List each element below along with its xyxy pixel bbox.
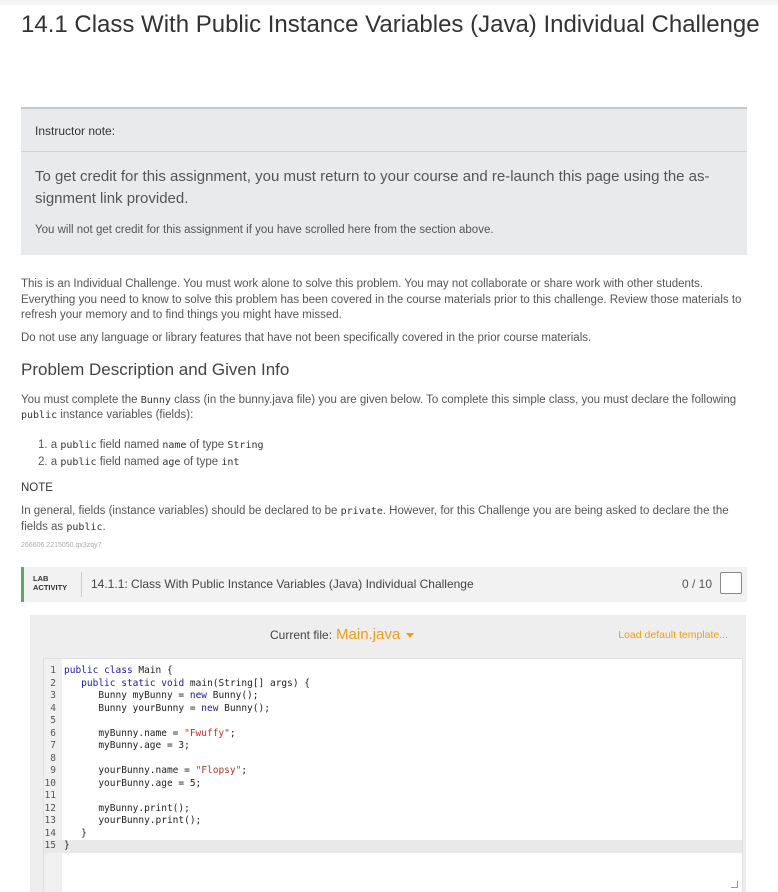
line-number: 15 [44, 840, 56, 851]
current-file-name[interactable]: Main.java [336, 626, 401, 643]
text: In general, fields (instance variables) should be declared to be [21, 505, 341, 517]
line-number: 9 [50, 765, 56, 776]
code-line[interactable] [44, 828, 742, 841]
text: 2. a [38, 456, 61, 468]
code-line[interactable] [44, 690, 742, 703]
code-line[interactable] [44, 665, 742, 678]
code-line[interactable] [44, 703, 742, 716]
list-item [38, 454, 264, 471]
code-text[interactable]: } [64, 827, 87, 839]
text: LAB [33, 574, 49, 583]
completion-box-icon [720, 572, 742, 594]
inline-code: name [162, 440, 187, 451]
code-line[interactable] [44, 765, 742, 778]
top-strip [0, 0, 778, 5]
line-number: 14 [44, 827, 56, 839]
resize-handle-icon[interactable] [731, 881, 738, 888]
code-line[interactable] [44, 678, 742, 691]
text: ACTIVITY [33, 583, 68, 592]
text: . However, for this Challenge you are being asked to declare the the fields as [21, 505, 729, 533]
code-text[interactable]: myBunny.print(); [64, 802, 190, 814]
intro-paragraph: This is an Individual Challenge. You must work alone to solve this problem. You may not collaborate or share work with other students. Everything you need to know to solve this problem has been covered in the course materials prior to this challenge. Review those materials to refresh your memory and to find things you might have missed. [21, 278, 742, 321]
code-text[interactable]: Bunny myBunny = new Bunny(); [64, 690, 259, 701]
inline-code: public [60, 457, 97, 468]
line-number: 6 [50, 727, 56, 739]
editor-panel [30, 615, 746, 892]
code-line[interactable] [44, 815, 742, 828]
inline-code: String [227, 440, 264, 451]
code-text[interactable]: public class Main { [64, 665, 173, 676]
code-line[interactable] [44, 790, 742, 803]
code-line[interactable] [44, 778, 742, 791]
text: class (in the bunny.java file) you are given below. To complete this simple class, you must declare the following [170, 394, 737, 406]
problem-heading: Problem Description and Given Info [21, 360, 290, 379]
code-line[interactable] [44, 753, 742, 766]
code-text[interactable]: Bunny yourBunny = new Bunny(); [64, 702, 270, 714]
line-number: 8 [50, 752, 56, 764]
line-number: 7 [50, 740, 56, 751]
code-line[interactable] [44, 715, 742, 728]
code-editor[interactable] [43, 658, 743, 892]
text: of type [186, 439, 228, 451]
code-text[interactable]: yourBunny.name = "Flopsy"; [64, 765, 248, 776]
text: field named [96, 439, 163, 451]
code-line[interactable] [44, 728, 742, 741]
code-text[interactable]: } [64, 840, 70, 851]
divider [21, 151, 747, 152]
inline-code: Bunny [140, 395, 171, 406]
inline-code: public [60, 440, 97, 451]
note-label: NOTE [21, 482, 53, 494]
inline-code: public [66, 521, 103, 533]
current-file-label: Current file: [270, 628, 333, 642]
text: . [102, 520, 106, 533]
activity-id: 266606.2215050.qx3zqy7 [21, 542, 102, 549]
chevron-down-icon[interactable] [406, 633, 414, 638]
code-line[interactable] [44, 740, 742, 753]
text: instance variables (fields): [57, 409, 194, 421]
inline-code: age [162, 457, 181, 468]
line-number: 12 [44, 802, 56, 814]
page-title: 14.1 Class With Public Instance Variables (Java) Individual Challenge [21, 11, 760, 38]
code-text[interactable]: myBunny.name = "Fwuffy"; [64, 727, 236, 739]
note-text [21, 504, 751, 535]
inline-code: int [221, 457, 240, 468]
problem-text [21, 393, 741, 423]
text: You must complete the [21, 394, 141, 406]
list-item [38, 437, 264, 454]
inline-code: private [340, 506, 383, 517]
inline-code: public [21, 410, 58, 421]
text: field named [96, 456, 163, 468]
instructor-note [21, 107, 747, 255]
text: of type [180, 456, 222, 468]
score: 0 / 10 [681, 577, 712, 591]
divider [81, 572, 82, 597]
lab-activity-header [21, 567, 747, 602]
line-number: 13 [44, 815, 56, 826]
instructor-note-heading: Instructor note: [35, 124, 116, 138]
line-number: 4 [50, 702, 56, 714]
intro-paragraph-2: Do not use any language or library features that have not been specifically covered in the prior course materials. [21, 332, 592, 344]
instructor-note-main: To get credit for this assignment, you must return to your course and re-launch this page using the as-signment link provided. [35, 168, 710, 207]
code-text[interactable]: public static void main(String[] args) { [81, 677, 311, 689]
code-line[interactable] [44, 803, 742, 816]
text: 1. a [38, 439, 61, 451]
line-number: 11 [44, 790, 56, 801]
code-line[interactable] [44, 840, 742, 853]
code-text[interactable]: myBunny.age = 3; [64, 740, 190, 751]
code-text[interactable]: yourBunny.print(); [64, 815, 202, 826]
line-number: 3 [50, 690, 56, 701]
line-number: 10 [44, 777, 56, 789]
code-text[interactable]: yourBunny.age = 5; [64, 777, 202, 789]
line-number: 1 [50, 665, 56, 676]
line-number: 2 [50, 677, 56, 689]
field-list [38, 437, 264, 471]
instructor-note-sub: You will not get credit for this assignment if you have scrolled here from the section above. [35, 224, 494, 236]
current-file[interactable] [270, 626, 414, 643]
lab-title: 14.1.1: Class With Public Instance Variables (Java) Individual Challenge [91, 577, 474, 591]
lab-activity-tag [33, 574, 67, 592]
line-number: 5 [50, 715, 56, 726]
load-default-template-link[interactable]: Load default template... [618, 629, 728, 641]
